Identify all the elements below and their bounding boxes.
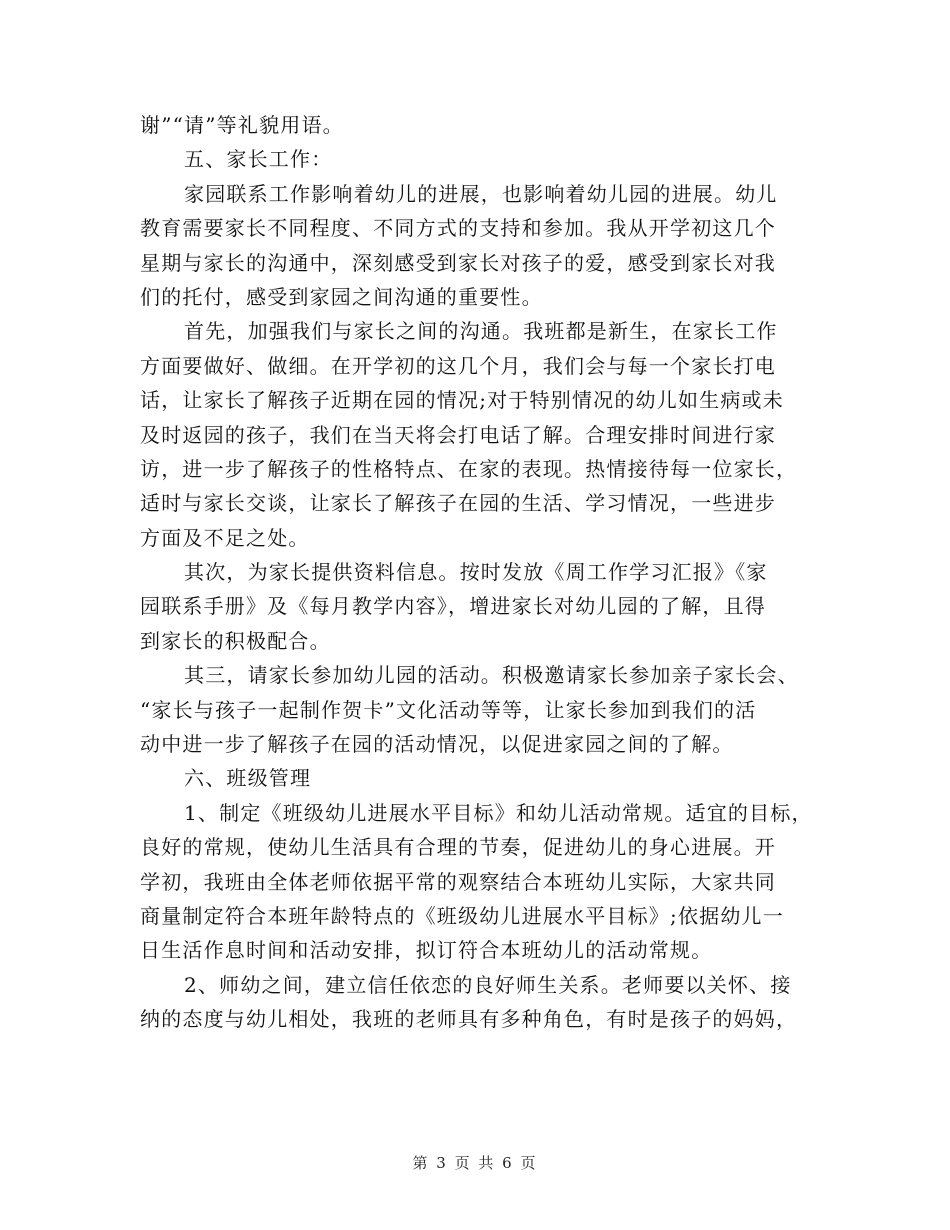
text-line: 访，进一步了解孩子的性格特点、在家的表现。热情接待每一位家长， [140, 456, 798, 481]
text-line: 首先，加强我们与家长之间的沟通。我班都是新生，在家长工作 [184, 319, 778, 344]
text-line: 到家长的积极配合。 [140, 628, 331, 653]
text-line: 其次，为家长提供资料信息。按时发放《周工作学习汇报》《家 [184, 560, 768, 585]
text-line: 其三，请家长参加幼儿园的活动。积极邀请家长参加亲子家长会、 [184, 663, 799, 688]
text-line: 适时与家长交谈，让家长了解孩子在园的生活、学习情况，一些进步 [140, 491, 776, 516]
text-line: “家长与孩子一起制作贺卡”文化活动等等，让家长参加到我们的活 [140, 697, 757, 722]
text-line: 商量制定符合本班年龄特点的《班级幼儿进展水平目标》;依据幼儿一 [140, 903, 784, 928]
text-line: 日生活作息时间和活动安排，拟订符合本班幼儿的活动常规。 [140, 938, 713, 963]
text-line: 1、制定《班级幼儿进展水平目标》和幼儿活动常规。适宜的目标， [184, 800, 813, 825]
text-line: 纳的态度与幼儿相处，我班的老师具有多种角色，有时是孩子的妈妈， [140, 1007, 798, 1032]
text-line: 及时返园的孩子，我们在当天将会打电话了解。合理安排时间进行家 [140, 422, 776, 447]
page-number-footer: 第 3 页 共 6 页 [412, 1154, 538, 1172]
text-line: 良好的常规，使幼儿生活具有合理的节奏，促进幼儿的身心进展。开 [140, 835, 776, 860]
text-line: 五、家长工作： [184, 147, 333, 172]
text-line: 六、班级管理 [184, 766, 312, 791]
text-line: 们的托付，感受到家园之间沟通的重要性。 [140, 284, 543, 309]
text-line: 方面及不足之处。 [140, 525, 310, 550]
text-line: 话，让家长了解孩子近期在园的情况;对于特别情况的幼儿如生病或未 [140, 388, 784, 413]
text-line: 学初，我班由全体老师依据平常的观察结合本班幼儿实际，大家共同 [140, 869, 776, 894]
text-line: 谢”“请”等礼貌用语。 [140, 113, 344, 137]
text-line: 2、师幼之间，建立信任依恋的良好师生关系。老师要以关怀、接 [184, 972, 792, 997]
text-line: 星期与家长的沟通中，深刻感受到家长对孩子的爱，感受到家长对我 [140, 250, 776, 275]
text-line: 教育需要家长不同程度、不同方式的支持和参加。我从开学初这几个 [140, 216, 776, 241]
text-line: 园联系手册》及《每月教学内容》，增进家长对幼儿园的了解，且得 [140, 594, 766, 619]
text-line: 动中进一步了解孩子在园的活动情况，以促进家园之间的了解。 [140, 732, 734, 757]
text-line: 家园联系工作影响着幼儿的进展，也影响着幼儿园的进展。幼儿 [184, 181, 778, 206]
document-body [140, 108, 820, 1037]
text-line: 方面要做好、做细。在开学初的这几个月，我们会与每一个家长打电 [140, 353, 776, 378]
